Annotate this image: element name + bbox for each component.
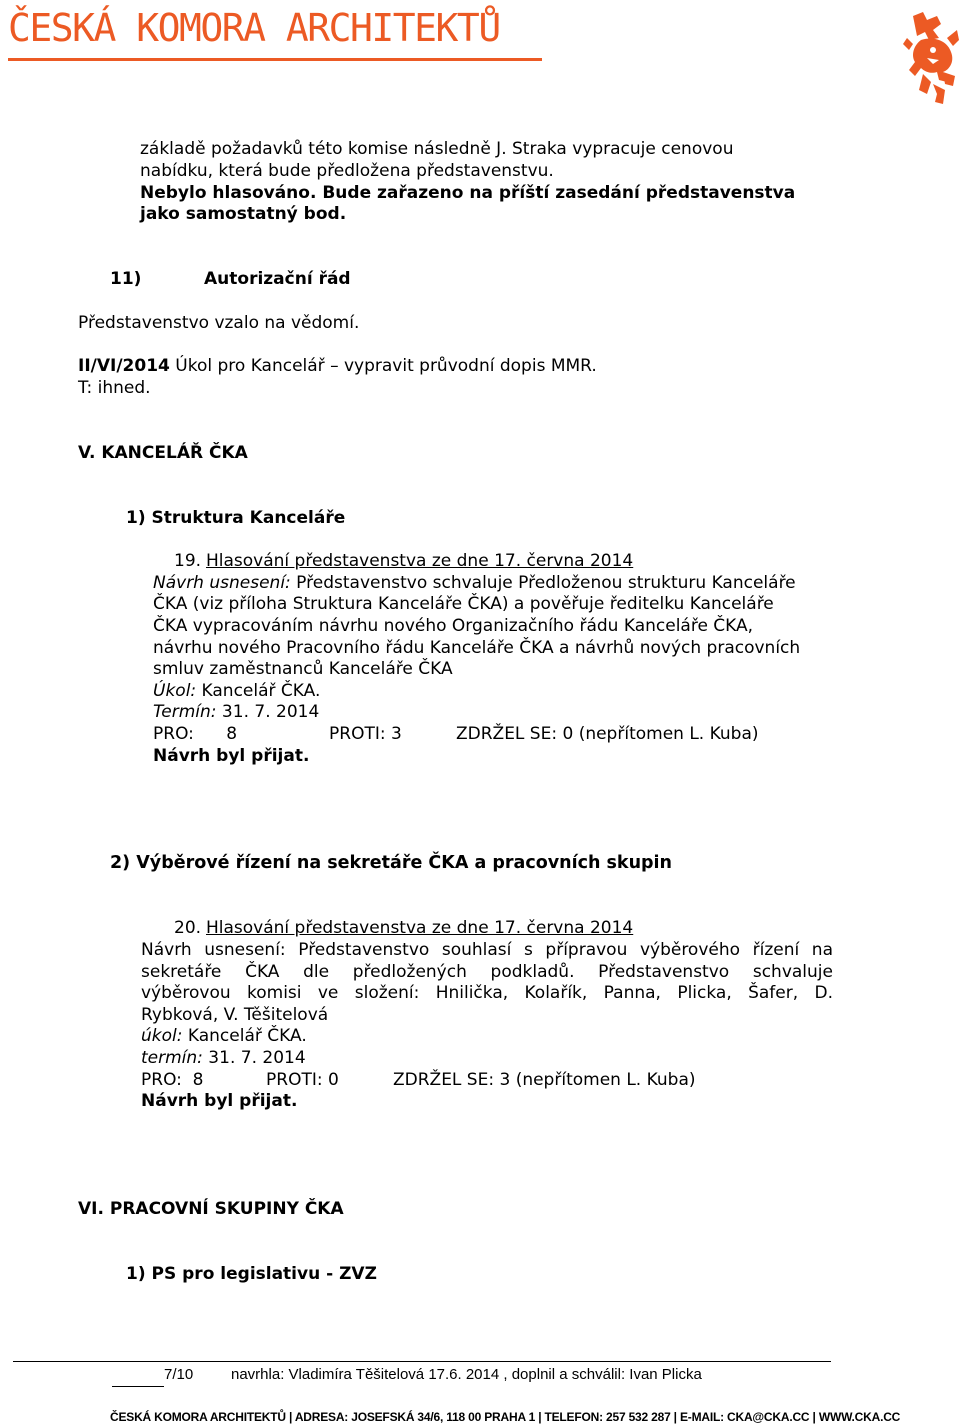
text-line: návrhu nového Pracovního řádu Kanceláře ČKA a návrhů nových pracovních xyxy=(153,638,801,658)
vote-proti: PROTI: 0 xyxy=(266,1070,339,1090)
text-line-bold: Nebylo hlasováno. Bude zařazeno na příští zasedání představenstva xyxy=(140,183,796,203)
text-line-bold: jako samostatný bod. xyxy=(140,204,347,224)
vote-zdrzel: ZDRŽEL SE: 0 (nepřítomen L. Kuba) xyxy=(456,724,759,744)
text-line: ČKA (viz příloha Struktura Kanceláře ČKA) a pověřuje ředitelku Kanceláře xyxy=(153,594,774,614)
brand-title: ČESKÁ KOMORA ARCHITEKTŮ xyxy=(8,6,500,50)
vote-heading: Hlasování představenstva ze dne 17. června 2014 xyxy=(206,918,634,938)
vote-number: 19. xyxy=(174,551,202,571)
vote-zdrzel: ZDRŽEL SE: 3 (nepřítomen L. Kuba) xyxy=(393,1070,696,1090)
subsection-heading: 1) PS pro legislativu - ZVZ xyxy=(126,1264,377,1284)
task-value: Kancelář ČKA. xyxy=(196,681,321,701)
task-value: Kancelář ČKA. xyxy=(182,1026,307,1046)
text-line: Návrh usnesení: Představenstvo souhlasí s přípravou výběrového řízení na xyxy=(141,940,833,960)
task-term: T: ihned. xyxy=(78,378,151,398)
vote-number: 20. xyxy=(174,918,202,938)
footer-divider xyxy=(13,1361,831,1362)
vote-result: Návrh byl přijat. xyxy=(153,746,310,766)
resolution-label: Návrh usnesení: xyxy=(153,573,291,593)
chapter-heading: V. KANCELÁŘ ČKA xyxy=(78,443,248,463)
subsection-heading: 2) Výběrové řízení na sekretáře ČKA a pracovních skupin xyxy=(110,853,673,873)
text-line: smluv zaměstnanců Kanceláře ČKA xyxy=(153,659,453,679)
resolution-text: Představenstvo schvaluje Předloženou strukturu Kanceláře xyxy=(290,573,796,593)
subsection-heading: 1) Struktura Kanceláře xyxy=(126,508,346,528)
text-line: sekretáře ČKA dle předložených podkladů. Představenstvo schvaluje xyxy=(141,962,833,982)
footer-address: ČESKÁ KOMORA ARCHITEKTŮ | ADRESA: JOSEFSKÁ 34/6, 118 00 PRAHA 1 | TELEFON: 257 532 287 | E-MAIL: CKA@CKA.CC | WWW.CKA.CC xyxy=(110,1410,901,1424)
vote-pro: PRO: 8 xyxy=(141,1070,204,1090)
task-line xyxy=(153,681,320,703)
text-line: ČKA vypracováním návrhu nového Organizačního řádu Kanceláře ČKA, xyxy=(153,616,754,636)
section-title: Autorizační řád xyxy=(204,269,351,289)
task-label: Úkol: xyxy=(153,681,197,701)
task-label: úkol: xyxy=(141,1026,183,1046)
term-value: 31. 7. 2014 xyxy=(216,702,320,722)
text-line: nabídku, která bude předložena představenstvu. xyxy=(140,161,554,181)
task-line xyxy=(141,1026,307,1048)
page-number: 7/10 xyxy=(164,1366,194,1383)
section-number: 11) xyxy=(110,269,142,289)
term-label: Termín: xyxy=(153,702,217,722)
resolution-line xyxy=(153,573,796,595)
term-line xyxy=(153,702,319,724)
page-number-underline xyxy=(112,1386,164,1387)
vote-pro: PRO: 8 xyxy=(153,724,238,744)
term-label: termín: xyxy=(141,1048,203,1068)
text-line: výběrovou komisi ve složení: Hnilička, Kolařík, Panna, Plicka, Šafer, D. xyxy=(141,983,833,1003)
brand-underline xyxy=(8,58,542,61)
task-text: Úkol pro Kancelář – vypravit průvodní dopis MMR. xyxy=(169,356,597,376)
task-code: II/VI/2014 xyxy=(78,356,170,376)
lion-emblem-icon xyxy=(903,10,959,106)
footer-credits: navrhla: Vladimíra Těšitelová 17.6. 2014 , doplnil a schválil: Ivan Plicka xyxy=(231,1366,702,1383)
text-line: Představenstvo vzalo na vědomí. xyxy=(78,313,360,333)
task-line xyxy=(78,356,597,378)
vote-heading: Hlasování představenstva ze dne 17. června 2014 xyxy=(206,551,634,571)
vote-proti: PROTI: 3 xyxy=(329,724,402,744)
term-value: 31. 7. 2014 xyxy=(202,1048,306,1068)
text-line: Rybková, V. Těšitelová xyxy=(141,1005,329,1025)
term-line xyxy=(141,1048,306,1070)
text-line: základě požadavků této komise následně J. Straka vypracuje cenovou xyxy=(140,139,734,159)
chapter-heading: VI. PRACOVNÍ SKUPINY ČKA xyxy=(78,1199,344,1219)
vote-result: Návrh byl přijat. xyxy=(141,1091,298,1111)
